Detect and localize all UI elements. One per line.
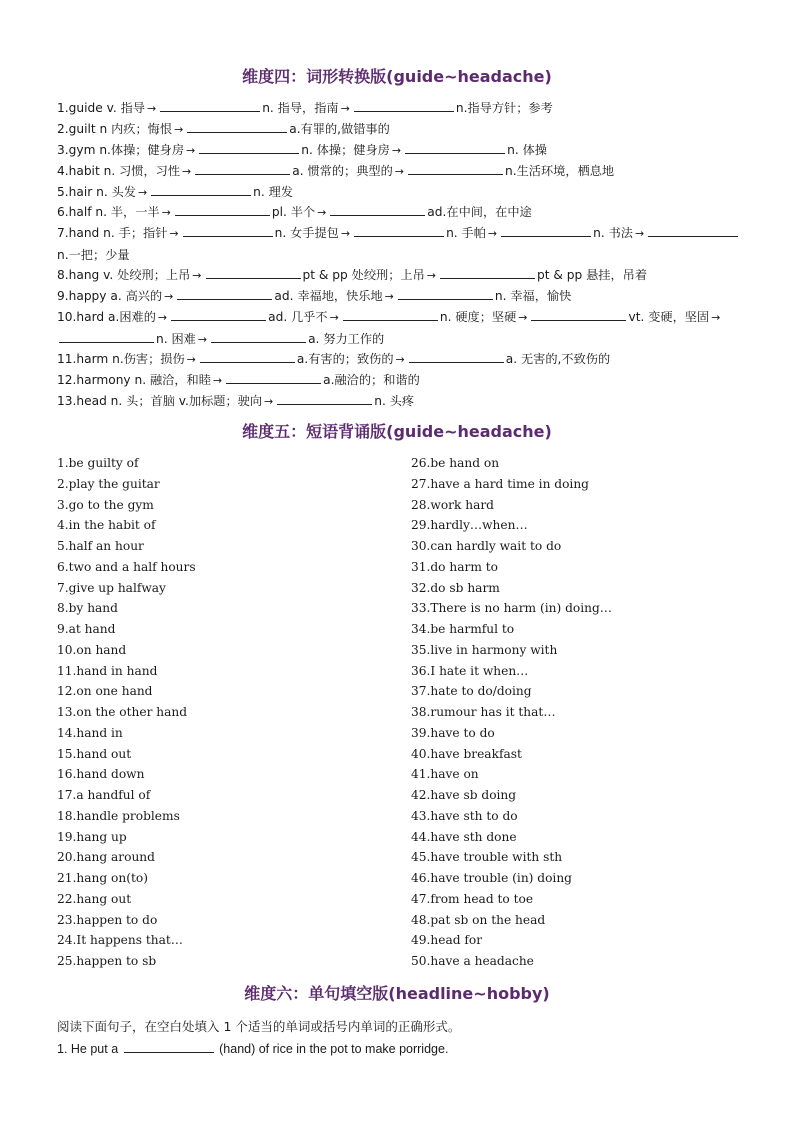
vocab-text: n. 手帕 xyxy=(446,226,486,241)
arrow-icon: → xyxy=(182,164,192,178)
phrase-item: 41.have on xyxy=(411,767,479,782)
vocab-text: n. 硬度；坚硬 xyxy=(439,309,517,324)
section6-instruction: 阅读下面句子，在空白处填入 1 个适当的单词或括号内单词的正确形式。 xyxy=(57,1019,461,1034)
phrase-item: 32.do sb harm xyxy=(411,580,500,595)
phrase-item: 49.head for xyxy=(411,933,483,948)
vocab-text: 5.hair n. 头发 xyxy=(57,184,136,199)
answer-blank[interactable] xyxy=(199,141,299,154)
answer-blank[interactable] xyxy=(440,266,535,279)
arrow-icon: → xyxy=(711,310,721,324)
answer-blank[interactable] xyxy=(175,203,270,216)
arrow-icon: → xyxy=(329,310,339,324)
phrase-item: 20.hang around xyxy=(57,850,155,865)
vocab-text: n.指导方针；参考 xyxy=(455,101,553,115)
phrase-item: 14.hand in xyxy=(57,725,123,740)
phrase-item: 45.have trouble with sth xyxy=(411,850,563,865)
vocab-text: 4.habit n. 习惯，习性 xyxy=(57,163,181,178)
phrase-column-left xyxy=(57,453,397,972)
answer-blank[interactable] xyxy=(59,330,154,343)
vocab-text: n. 困难 xyxy=(156,331,196,346)
vocab-text: 8.hang v. 处绞刑；上吊 xyxy=(57,268,191,283)
arrow-icon: → xyxy=(192,269,202,283)
answer-blank[interactable] xyxy=(330,203,425,216)
vocab-text: 13.head n. 头；首脑 v.加标题；驶向 xyxy=(57,393,263,408)
arrow-icon: → xyxy=(340,102,350,115)
arrow-icon: → xyxy=(164,290,174,304)
arrow-icon: → xyxy=(384,290,394,304)
phrase-item: 26.be hand on xyxy=(411,456,500,470)
answer-blank[interactable] xyxy=(409,350,504,363)
phrase-item: 47.from head to toe xyxy=(411,891,534,906)
phrase-item: 2.play the guitar xyxy=(57,476,160,491)
vocab-row xyxy=(57,370,747,391)
phrase-item: 22.hang out xyxy=(57,891,132,906)
answer-blank[interactable] xyxy=(531,308,626,321)
vocab-row xyxy=(57,265,747,286)
vocab-row xyxy=(57,202,747,223)
phrase-item: 30.can hardly wait to do xyxy=(411,539,562,553)
vocab-text: pl. 半个 xyxy=(271,205,316,220)
answer-blank[interactable] xyxy=(648,224,738,237)
phrase-item: 15.hand out xyxy=(57,746,132,761)
vocab-text: a.融洽的；和谐的 xyxy=(323,372,420,387)
vocab-text: pt & pp 处绞刑；上吊 xyxy=(302,268,425,283)
vocab-text: n. 书法 xyxy=(593,226,633,241)
arrow-icon: → xyxy=(146,102,157,115)
arrow-icon: → xyxy=(174,122,184,136)
phrase-item: 5.half an hour xyxy=(57,539,144,553)
question-1-suffix: (hand) of rice in the pot to make porridge. xyxy=(219,1042,449,1056)
vocab-text: n. 指导，指南 xyxy=(262,101,339,115)
arrow-icon: → xyxy=(161,206,171,220)
answer-blank[interactable] xyxy=(195,162,290,175)
arrow-icon: → xyxy=(635,227,645,241)
answer-blank[interactable] xyxy=(343,308,438,321)
arrow-icon: → xyxy=(137,185,148,199)
phrase-item: 23.happen to do xyxy=(57,912,158,927)
phrase-item: 19.hang up xyxy=(57,829,127,844)
vocab-text: a.有罪的,做错事的 xyxy=(289,121,390,136)
vocab-text: n.生活环境，栖息地 xyxy=(504,163,615,178)
vocab-text: ad.在中间，在中途 xyxy=(427,205,532,220)
phrase-item: 3.go to the gym xyxy=(57,497,154,512)
phrase-item: 31.do harm to xyxy=(411,559,499,574)
vocab-row xyxy=(57,140,747,161)
vocab-row xyxy=(57,391,747,412)
phrase-item: 34.be harmful to xyxy=(411,622,515,636)
answer-blank[interactable] xyxy=(171,308,266,321)
vocab-text: 12.harmony n. 融洽，和睦 xyxy=(57,372,211,387)
answer-blank[interactable] xyxy=(187,120,287,133)
phrase-item: 24.It happens that… xyxy=(57,933,183,948)
vocab-row xyxy=(57,349,747,370)
phrase-item: 50.have a headache xyxy=(411,954,534,968)
answer-blank[interactable] xyxy=(211,330,306,343)
phrase-item: 25.happen to sb xyxy=(57,954,157,968)
vocab-text: n.一把；少量 xyxy=(57,248,130,263)
phrase-item: 10.on hand xyxy=(57,642,127,657)
phrase-item: 21.hang on(to) xyxy=(57,871,148,885)
vocab-text: n. 体操 xyxy=(507,142,547,157)
vocab-text: 11.harm n.伤害；损伤 xyxy=(57,351,185,366)
phrase-item: 43.have sth to do xyxy=(411,808,518,823)
vocab-text: a. 惯常的；典型的 xyxy=(292,163,393,178)
vocab-text: 10.hard a.困难的 xyxy=(57,309,156,324)
phrase-item: 42.have sb doing xyxy=(411,788,517,802)
answer-blank[interactable] xyxy=(183,224,273,237)
vocab-text: a. 努力工作的 xyxy=(308,331,385,346)
answer-blank[interactable] xyxy=(151,183,251,196)
question-1-prefix: 1. He put a xyxy=(57,1042,119,1056)
arrow-icon: → xyxy=(212,373,223,387)
vocab-row xyxy=(57,182,747,203)
section5-title: 维度五：短语背诵版(guide~headache) xyxy=(242,422,552,441)
answer-blank[interactable] xyxy=(160,99,260,112)
answer-blank[interactable] xyxy=(200,350,295,363)
answer-blank[interactable] xyxy=(354,99,454,112)
phrase-item: 7.give up halfway xyxy=(57,580,166,595)
vocab-row xyxy=(57,161,747,182)
answer-blank[interactable] xyxy=(206,266,301,279)
phrase-item: 39.have to do xyxy=(411,725,495,740)
phrase-column-right xyxy=(411,453,751,972)
vocab-text: vt. 变硬，坚固 xyxy=(628,309,710,324)
phrase-item: 9.at hand xyxy=(57,622,116,636)
phrase-item: 40.have breakfast xyxy=(411,746,522,761)
vocab-text: pt & pp 悬挂，吊着 xyxy=(536,268,648,283)
arrow-icon: → xyxy=(518,310,528,324)
arrow-icon: → xyxy=(340,227,351,241)
phrase-item: 12.on one hand xyxy=(57,684,153,699)
vocab-text: 9.happy a. 高兴的 xyxy=(57,289,163,304)
arrow-icon: → xyxy=(391,143,402,157)
phrase-item: 36.I hate it when… xyxy=(411,663,529,678)
phrase-list xyxy=(57,453,757,973)
phrase-item: 29.hardly…when… xyxy=(411,518,528,533)
vocab-text: ad. 几乎不 xyxy=(268,309,328,324)
phrase-item: 1.be guilty of xyxy=(57,456,139,470)
vocab-text: a. 无害的,不致伤的 xyxy=(505,351,611,366)
phrase-item: 17.a handful of xyxy=(57,788,151,802)
arrow-icon: → xyxy=(426,269,436,283)
vocab-text: 7.hand n. 手；指针 xyxy=(57,226,168,241)
vocab-text: n. 头疼 xyxy=(374,393,415,408)
phrase-item: 28.work hard xyxy=(411,497,494,512)
phrase-item: 6.two and a half hours xyxy=(57,559,196,574)
answer-blank[interactable] xyxy=(124,1040,214,1053)
arrow-icon: → xyxy=(197,332,208,346)
answer-blank[interactable] xyxy=(398,287,493,300)
phrase-item: 33.There is no harm (in) doing… xyxy=(411,601,612,616)
answer-blank[interactable] xyxy=(277,392,372,405)
phrase-item: 46.have trouble (in) doing xyxy=(411,871,572,885)
arrow-icon: → xyxy=(395,352,405,366)
answer-blank[interactable] xyxy=(177,287,272,300)
answer-blank[interactable] xyxy=(354,224,444,237)
section6-title: 维度六：单句填空版(headline~hobby) xyxy=(244,984,550,1003)
answer-blank[interactable] xyxy=(226,371,321,384)
vocab-text: n. 理发 xyxy=(253,184,294,199)
arrow-icon: → xyxy=(264,394,274,408)
phrase-item: 13.on the other hand xyxy=(57,705,188,719)
phrase-item: 8.by hand xyxy=(57,601,118,616)
arrow-icon: → xyxy=(394,164,404,178)
arrow-icon: → xyxy=(317,206,327,220)
phrase-item: 27.have a hard time in doing xyxy=(411,476,589,491)
phrase-item: 18.handle problems xyxy=(57,808,180,823)
answer-blank[interactable] xyxy=(408,162,503,175)
vocab-text: 3.gym n.体操；健身房 xyxy=(57,142,185,157)
phrase-item: 16.hand down xyxy=(57,767,145,782)
vocab-row xyxy=(57,307,747,349)
phrase-item: 4.in the habit of xyxy=(57,518,156,533)
arrow-icon: → xyxy=(487,227,498,241)
vocab-text: a.有害的；致伤的 xyxy=(296,351,394,366)
arrow-icon: → xyxy=(169,227,179,241)
vocab-row xyxy=(57,286,747,307)
arrow-icon: → xyxy=(157,310,168,324)
vocab-row xyxy=(57,223,747,265)
vocab-text: n. 女手提包 xyxy=(274,226,339,241)
vocab-text: ad. 幸福地，快乐地 xyxy=(274,289,383,304)
arrow-icon: → xyxy=(186,352,196,366)
phrase-item: 38.rumour has it that… xyxy=(411,705,556,719)
answer-blank[interactable] xyxy=(405,141,505,154)
phrase-item: 44.have sth done xyxy=(411,829,517,844)
phrase-item: 35.live in harmony with xyxy=(411,642,558,657)
answer-blank[interactable] xyxy=(501,224,591,237)
phrase-item: 11.hand in hand xyxy=(57,663,158,678)
vocab-row xyxy=(57,119,747,140)
vocab-text: 2.guilt n 内疚；悔恨 xyxy=(57,121,173,136)
section4-title: 维度四：词形转换版(guide~headache) xyxy=(242,67,552,86)
vocab-row xyxy=(57,98,747,119)
phrase-item: 48.pat sb on the head xyxy=(411,912,546,927)
question-1 xyxy=(57,1039,747,1059)
vocab-text: 6.half n. 半，一半 xyxy=(57,205,160,220)
section4-vocab-list xyxy=(57,98,747,411)
phrase-item: 37.hate to do/doing xyxy=(411,684,532,699)
vocab-text: n. 幸福，愉快 xyxy=(494,289,572,304)
vocab-text: 1.guide v. 指导 xyxy=(57,101,145,115)
arrow-icon: → xyxy=(186,143,196,157)
vocab-text: n. 体操；健身房 xyxy=(301,142,390,157)
